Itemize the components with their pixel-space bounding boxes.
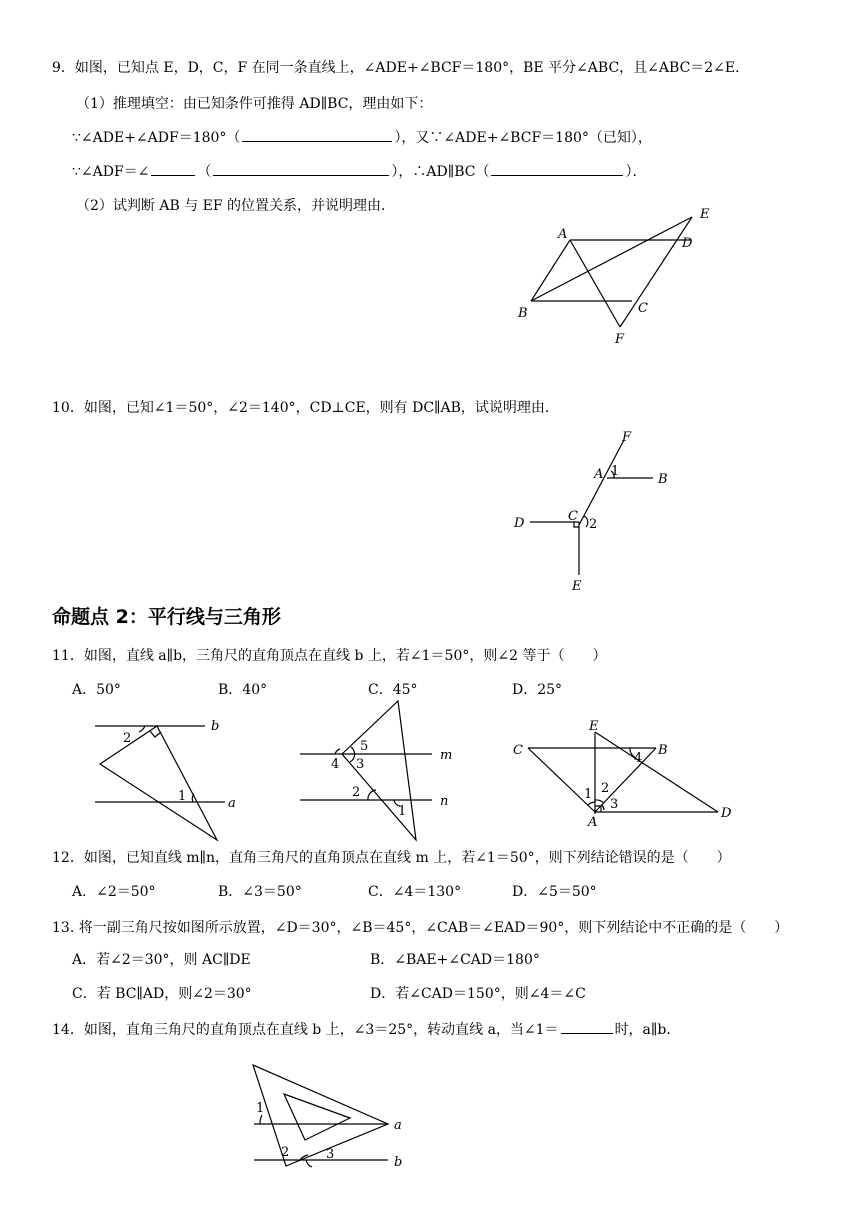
q9-line1-text-a: ∵∠ADE+∠ADF＝180°（ (72, 130, 241, 146)
q9-reason-line1 (72, 126, 652, 148)
q11-label-a: a (228, 796, 236, 811)
q9-figure (500, 200, 730, 350)
q9-label-B: B (518, 306, 528, 321)
q9-line2-text-d: ）． (625, 164, 647, 180)
q10-label-C: C (568, 509, 578, 524)
q14-angle-3: 3 (326, 1147, 335, 1162)
q10-angle-1: 1 (611, 464, 620, 479)
q9-stem: 9．如图，已知点 E，D，C，F 在同一条直线上，∠ADE+∠BCF＝180°，BE 平分∠ABC，且∠ABC＝2∠E． (52, 60, 750, 76)
q11-label-b: b (211, 719, 220, 734)
q12-angle-4: 4 (331, 757, 340, 772)
q9-part1: （1）推理填空：由已知条件可推得 AD∥BC，理由如下： (76, 96, 433, 112)
q12-angle-5: 5 (360, 739, 369, 754)
q14-stem-text-a: 14．如图，直角三角尺的直角顶点在直线 b 上，∠3＝25°，转动直线 a，当∠1＝ (52, 1022, 559, 1038)
q12-option-b[interactable]: B．∠3＝50° (218, 884, 302, 900)
q13-label-B: B (658, 743, 668, 758)
q13-angle-3: 3 (610, 797, 619, 812)
q9-label-D: D (682, 236, 693, 251)
q12-angle-1: 1 (398, 804, 407, 819)
q9-label-A: A (558, 227, 568, 242)
q14-figure (250, 1062, 410, 1177)
q13-option-d[interactable]: D．若∠CAD＝150°，则∠4＝∠C (370, 986, 586, 1002)
q10-angle-2: 2 (589, 517, 598, 532)
q12-angle-3: 3 (356, 757, 365, 772)
q9-blank-3[interactable] (213, 160, 389, 176)
q10-stem: 10．如图，已知∠1＝50°，∠2＝140°，CD⊥CE，则有 DC∥AB，试说明理由． (52, 400, 559, 416)
q10-label-B: B (658, 472, 668, 487)
q10-label-D: D (514, 516, 525, 531)
q14-label-a: a (394, 1118, 402, 1133)
q11-figure (95, 712, 265, 842)
q9-line1-text-b: ），又∵∠ADE+∠BCF＝180°（已知）， (394, 130, 652, 146)
q12-label-m: m (440, 748, 453, 763)
q13-option-c[interactable]: C．若 BC∥AD，则∠2＝30° (72, 986, 252, 1002)
q12-angle-2: 2 (352, 785, 361, 800)
q9-blank-2[interactable] (151, 160, 195, 176)
q14-label-b: b (394, 1155, 403, 1170)
q9-line2-text-a: ∵∠ADF＝∠ (72, 164, 150, 180)
q9-line2-text-c: ），∴AD∥BC（ (391, 164, 490, 180)
q13-figure (508, 718, 748, 828)
q12-option-c[interactable]: C．∠4＝130° (368, 884, 462, 900)
q11-option-d[interactable]: D．25° (512, 682, 563, 698)
q13-angle-1: 1 (584, 787, 593, 802)
q10-label-A: A (594, 467, 604, 482)
q13-option-a[interactable]: A．若∠2＝30°，则 AC∥DE (72, 952, 251, 968)
q13-label-C: C (513, 743, 523, 758)
q9-label-E: E (700, 207, 710, 222)
q11-angle-2: 2 (123, 731, 132, 746)
q11-angle-1: 1 (178, 789, 187, 804)
q14-angle-1: 1 (256, 1101, 265, 1116)
q13-stem: 13. 将一副三角尺按如图所示放置，∠D＝30°，∠B＝45°，∠CAB＝∠EAD＝90°，则下列结论中不正确的是（ ） (52, 920, 789, 936)
q10-label-F: F (622, 430, 632, 445)
q12-option-a[interactable]: A．∠2＝50° (72, 884, 156, 900)
q14-angle-2: 2 (281, 1145, 290, 1160)
q10-label-E: E (572, 579, 582, 594)
q12-option-d[interactable]: D．∠5＝50° (512, 884, 597, 900)
q12-label-n: n (440, 794, 449, 809)
q12-stem: 12．如图，已知直线 m∥n，直角三角尺的直角顶点在直线 m 上，若∠1＝50°，则下列结论错误的是（ ） (52, 850, 731, 866)
q9-line2-text-b: （ (197, 164, 212, 180)
q11-stem: 11．如图，直线 a∥b，三角尺的直角顶点在直线 b 上，若∠1＝50°，则∠2 等于（ ） (52, 648, 607, 664)
q9-blank-1[interactable] (242, 126, 392, 142)
q9-label-C: C (638, 301, 648, 316)
section-heading: 命题点 2：平行线与三角形 (52, 606, 281, 628)
q13-label-E: E (589, 719, 599, 734)
q11-option-b[interactable]: B．40° (218, 682, 268, 698)
q12-figure (300, 698, 460, 843)
q14-stem (52, 1018, 680, 1040)
q13-label-A: A (588, 815, 598, 830)
q11-option-c[interactable]: C．45° (368, 682, 418, 698)
q10-figure (510, 430, 680, 595)
q9-part2: （2）试判断 AB 与 EF 的位置关系，并说明理由． (76, 198, 396, 214)
q13-angle-2: 2 (601, 781, 610, 796)
q14-blank[interactable] (561, 1018, 613, 1034)
q14-stem-text-b: 时，a∥b． (614, 1022, 681, 1038)
q9-label-F: F (615, 332, 625, 347)
q9-reason-line2 (72, 160, 646, 182)
q11-option-a[interactable]: A．50° (72, 682, 121, 698)
q13-label-D: D (721, 806, 732, 821)
q9-blank-4[interactable] (491, 160, 623, 176)
q13-angle-4: 4 (634, 751, 643, 766)
q13-option-b[interactable]: B．∠BAE+∠CAD＝180° (370, 952, 540, 968)
